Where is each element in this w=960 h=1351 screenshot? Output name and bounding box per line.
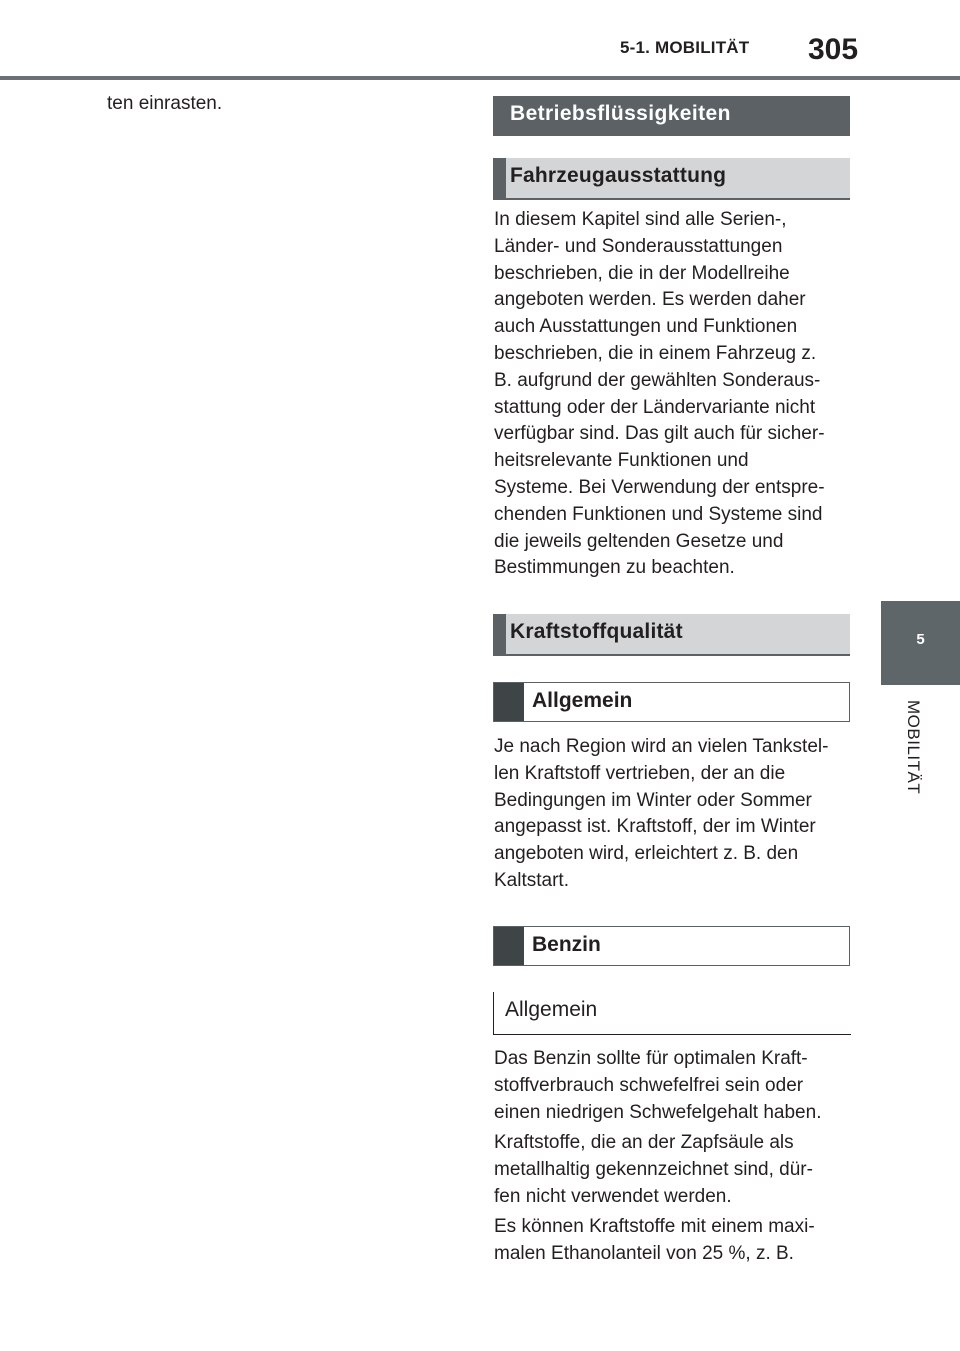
- text-line: heitsrelevante Funktionen und: [494, 450, 749, 472]
- paragraph-benzin-1: [494, 1046, 854, 1126]
- subheading-allgemein-box: [493, 682, 850, 722]
- subheading-bar: [494, 683, 524, 721]
- heading-text: Kraftstoffqualität: [510, 620, 683, 643]
- text-line: auch Ausstattungen und Funktionen: [494, 316, 798, 338]
- heading-text: Fahrzeugausstattung: [510, 164, 727, 187]
- header-divider: [0, 76, 960, 80]
- text-line: stattung oder der Ländervariante nicht: [494, 396, 816, 418]
- text-line: ten einrasten.: [107, 93, 223, 114]
- heading-text: Betriebsflüssigkeiten: [510, 102, 731, 125]
- text-line: angeboten werden. Es werden daher: [494, 289, 806, 311]
- minor-heading-allgemein: [493, 992, 851, 1035]
- minor-heading-text: Allgemein: [505, 998, 598, 1021]
- text-line: metallhaltig gekennzeichnet sind, dür-: [494, 1158, 813, 1180]
- text-line: len Kraftstoff vertrieben, der an die: [494, 762, 786, 784]
- text-line: Bestimmungen zu beachten.: [494, 557, 735, 579]
- text-line: Länder- und Sonderausstattungen: [494, 235, 783, 257]
- text-line: Es können Kraftstoffe mit einem maxi-: [494, 1216, 815, 1237]
- paragraph-fahrzeugausstattung: [494, 207, 854, 582]
- text-line: beschrieben, die in einem Fahrzeug z.: [494, 342, 817, 364]
- text-line: einen niedrigen Schwefelgehalt haben.: [494, 1101, 822, 1123]
- text-line: Das Benzin sollte für optimalen Kraft-: [494, 1048, 808, 1069]
- text-line: angepasst ist. Kraftstoff, der im Winter: [494, 816, 816, 838]
- text-line: verfügbar sind. Das gilt auch für sicher-: [494, 423, 825, 445]
- chapter-number: 5: [916, 631, 925, 648]
- paragraph-benzin-3: [494, 1214, 854, 1268]
- subheading-benzin-box: [493, 926, 850, 966]
- section-title: 5-1. MOBILITÄT: [620, 38, 750, 57]
- text-line: die jeweils geltenden Gesetze und: [494, 530, 784, 552]
- paragraph-benzin-2: [494, 1130, 854, 1210]
- text-line: stoffverbrauch schwefelfrei sein oder: [494, 1074, 804, 1096]
- subheading-bar: [494, 927, 524, 965]
- text-line: fen nicht verwendet werden.: [494, 1185, 732, 1207]
- left-column-text: [107, 91, 222, 118]
- heading-bar: [493, 158, 506, 200]
- text-line: Systeme. Bei Verwendung der entspre-: [494, 476, 825, 498]
- text-line: Kraftstoffe, die an der Zapfsäule als: [494, 1132, 794, 1153]
- subheading-text: Benzin: [532, 933, 601, 956]
- text-line: chenden Funktionen und Systeme sind: [494, 503, 823, 525]
- chapter-tab[interactable]: [881, 601, 960, 685]
- heading-kraftstoffqualitaet: [493, 614, 850, 656]
- paragraph-allgemein: [494, 734, 854, 895]
- heading-fahrzeugausstattung: [493, 158, 850, 200]
- text-line: In diesem Kapitel sind alle Serien-,: [494, 209, 787, 230]
- text-line: beschrieben, die in der Modellreihe: [494, 262, 790, 284]
- heading-bar: [493, 614, 506, 656]
- text-line: Bedingungen im Winter oder Sommer: [494, 789, 812, 811]
- text-line: Kaltstart.: [494, 869, 569, 891]
- subheading-text: Allgemein: [532, 689, 633, 712]
- page-number: 305: [808, 33, 859, 66]
- text-line: malen Ethanolanteil von 25 %, z. B.: [494, 1242, 794, 1264]
- chapter-label: MOBILITÄT: [904, 700, 923, 795]
- heading-betriebsfluessigkeiten: [493, 96, 850, 136]
- text-line: Je nach Region wird an vielen Tankstel-: [494, 736, 829, 757]
- text-line: angeboten wird, erleichtert z. B. den: [494, 843, 799, 865]
- text-line: B. aufgrund der gewählten Sonderaus-: [494, 369, 821, 391]
